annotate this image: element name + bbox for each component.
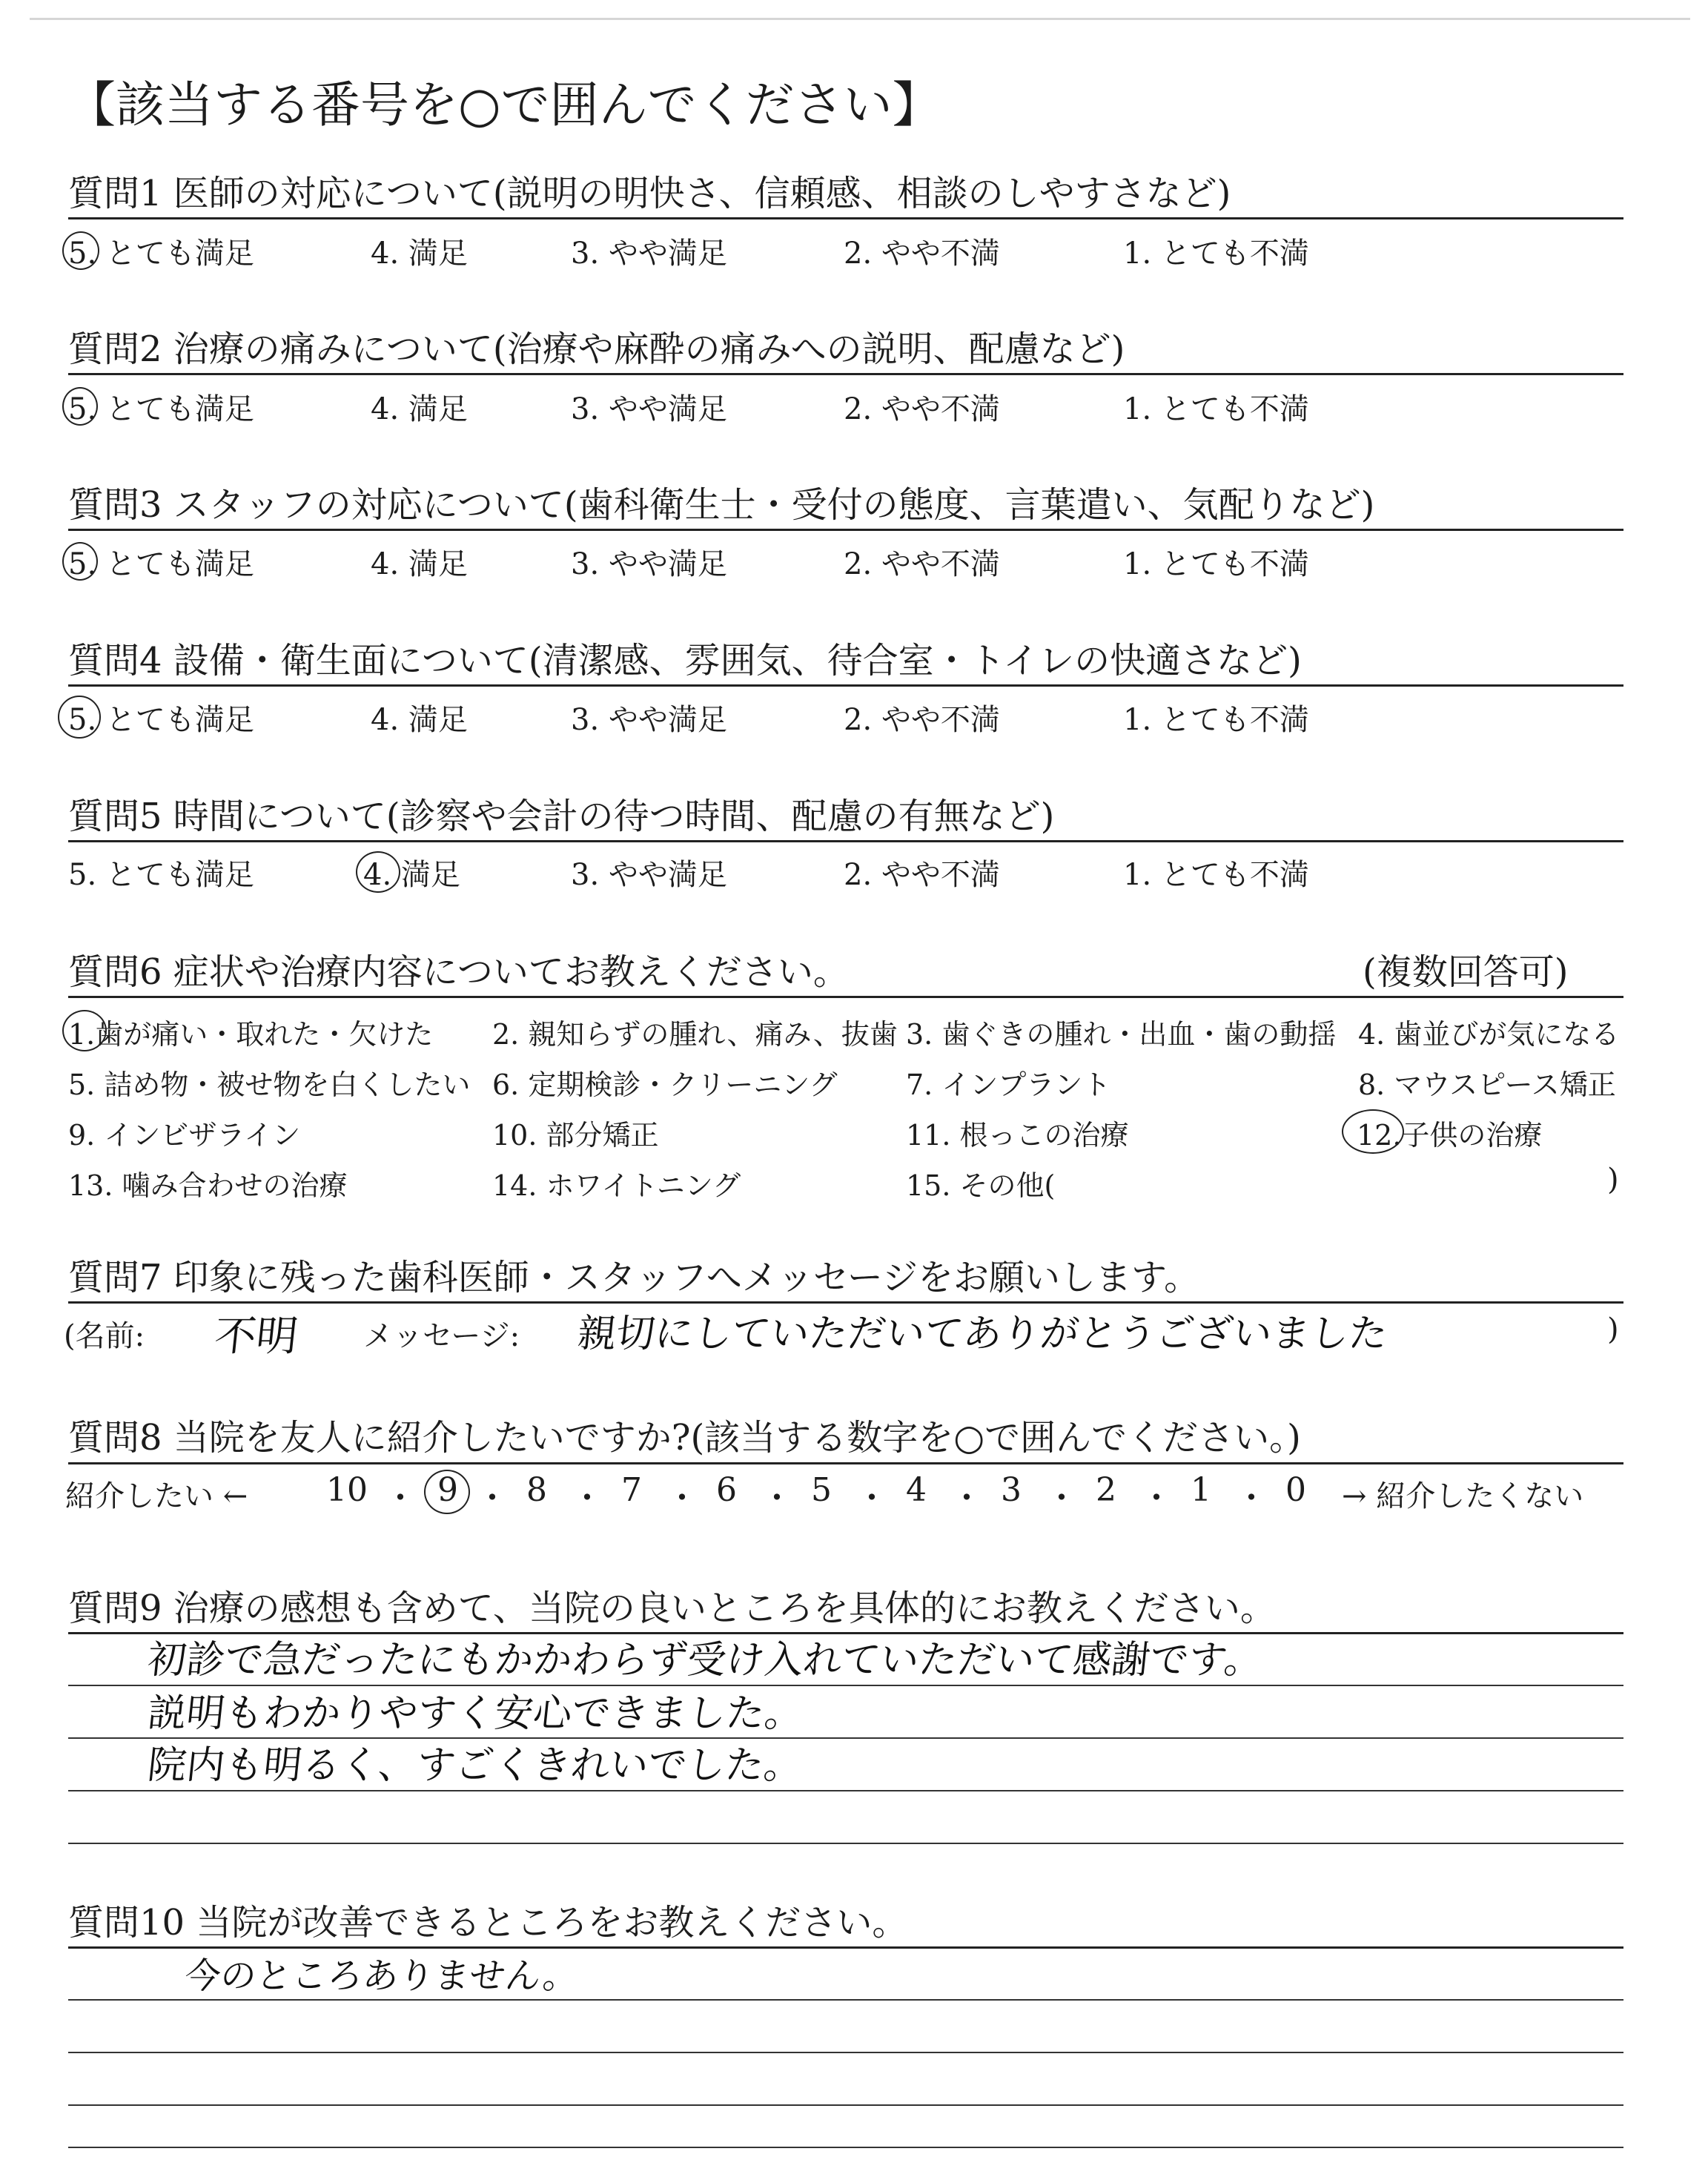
- q8-sep: ・: [571, 1479, 603, 1517]
- q1-selection-circle: [62, 231, 99, 270]
- q7-name-label: (名前:: [64, 1319, 145, 1353]
- q6-option-7[interactable]: 7. インプラント: [906, 1069, 1111, 1101]
- q4-option-2[interactable]: 2. やや不満: [844, 703, 1000, 737]
- q8-scale-10[interactable]: 10: [326, 1471, 368, 1509]
- q2-option-2[interactable]: 2. やや不満: [844, 392, 1000, 426]
- question-9-label: 質問9 治療の感想も含めて、当院の良いところを具体的にお教えください。: [68, 1588, 1276, 1629]
- q6-other-close-paren: ): [1607, 1163, 1619, 1197]
- q2-option-3[interactable]: 3. やや満足: [571, 392, 727, 426]
- q8-scale-6[interactable]: 6: [716, 1471, 737, 1509]
- q8-scale-8[interactable]: 8: [526, 1471, 547, 1509]
- q8-sep: ・: [666, 1479, 698, 1517]
- q4-option-3[interactable]: 3. やや満足: [571, 703, 727, 737]
- q3-option-2[interactable]: 2. やや不満: [844, 547, 1000, 581]
- q10-answer-line: [68, 2147, 1623, 2148]
- question-1-label: 質問1 医師の対応について(説明の明快さ、信頼感、相談のしやすさなど): [68, 173, 1231, 214]
- q3-option-1[interactable]: 1. とても不満: [1123, 547, 1309, 581]
- question-6-rule: [68, 996, 1623, 998]
- q4-option-1[interactable]: 1. とても不満: [1123, 703, 1309, 737]
- q3-option-5[interactable]: 5. とても満足: [68, 547, 254, 581]
- q8-right-label: → 紹介したくない: [1342, 1479, 1584, 1513]
- q8-scale-2[interactable]: 2: [1096, 1471, 1116, 1509]
- q8-scale-4[interactable]: 4: [906, 1471, 927, 1509]
- q8-scale-7[interactable]: 7: [621, 1471, 642, 1509]
- q6-selection-circle-1: [62, 1010, 107, 1051]
- q3-selection-circle: [62, 542, 98, 581]
- q1-option-5[interactable]: 5. とても満足: [68, 237, 254, 271]
- q6-option-14[interactable]: 14. ホワイトニング: [492, 1169, 741, 1202]
- q8-scale-5[interactable]: 5: [811, 1471, 832, 1509]
- question-7-label: 質問7 印象に残った歯科医師・スタッフへメッセージをお願いします。: [68, 1257, 1200, 1298]
- q2-option-5[interactable]: 5. とても満足: [68, 392, 254, 426]
- q5-option-1[interactable]: 1. とても不満: [1123, 858, 1309, 892]
- q7-message-value[interactable]: 親切にしていただいてありがとうございました: [575, 1312, 1390, 1356]
- question-5-label: 質問5 時間について(診察や会計の待つ時間、配慮の有無など): [68, 796, 1055, 837]
- q6-option-9[interactable]: 9. インビザライン: [68, 1119, 301, 1152]
- q6-option-15[interactable]: 15. その他(: [906, 1169, 1056, 1202]
- q6-option-3[interactable]: 3. 歯ぐきの腫れ・出血・歯の動揺: [906, 1018, 1337, 1051]
- q3-option-3[interactable]: 3. やや満足: [571, 547, 727, 581]
- question-4-rule: [68, 684, 1623, 687]
- q6-option-11[interactable]: 11. 根っこの治療: [906, 1119, 1129, 1152]
- q7-name-value[interactable]: 不明: [212, 1312, 300, 1361]
- question-4-label: 質問4 設備・衛生面について(清潔感、雰囲気、待合室・トイレの快適さなど): [68, 640, 1302, 681]
- q4-option-5[interactable]: 5. とても満足: [68, 703, 254, 737]
- q8-scale-9[interactable]: 9: [437, 1471, 458, 1509]
- q8-scale-1[interactable]: 1: [1191, 1471, 1211, 1509]
- q8-selection-circle: [424, 1470, 470, 1514]
- q7-close-paren: ): [1607, 1312, 1619, 1347]
- q1-option-4[interactable]: 4. 満足: [371, 237, 468, 271]
- question-2-label: 質問2 治療の痛みについて(治療や麻酔の痛みへの説明、配慮など): [68, 328, 1125, 370]
- q6-option-4[interactable]: 4. 歯並びが気になる: [1358, 1018, 1620, 1051]
- q8-sep: ・: [1235, 1479, 1268, 1517]
- q10-answer-line: [68, 1999, 1623, 2001]
- q10-answer-line: [68, 2052, 1623, 2053]
- question-1-rule: [68, 217, 1623, 219]
- q10-answer-line: [68, 2104, 1623, 2106]
- question-6-note: (複数回答可): [1363, 951, 1569, 993]
- q6-selection-circle-12: [1342, 1109, 1404, 1154]
- question-2-rule: [68, 373, 1623, 375]
- q1-option-3[interactable]: 3. やや満足: [571, 237, 727, 271]
- q6-option-13[interactable]: 13. 噛み合わせの治療: [68, 1169, 348, 1202]
- q9-answer-line: [68, 1790, 1623, 1791]
- q8-scale-3[interactable]: 3: [1001, 1471, 1022, 1509]
- question-8-rule: [68, 1462, 1623, 1464]
- q4-selection-circle: [58, 696, 101, 739]
- q4-option-4[interactable]: 4. 満足: [371, 703, 468, 737]
- question-10-label: 質問10 当院が改善できるところをお教えください。: [68, 1902, 908, 1943]
- instruction-header: 【該当する番号を○で囲んでください】: [67, 76, 941, 133]
- q5-option-3[interactable]: 3. やや満足: [571, 858, 727, 892]
- q9-answer-line: [68, 1843, 1623, 1844]
- question-5-rule: [68, 840, 1623, 842]
- q8-sep: ・: [476, 1479, 509, 1517]
- q5-option-5[interactable]: 5. とても満足: [68, 858, 254, 892]
- q8-sep: ・: [1045, 1479, 1078, 1517]
- q6-option-10[interactable]: 10. 部分矯正: [492, 1119, 659, 1152]
- q6-option-2[interactable]: 2. 親知らずの腫れ、痛み、抜歯: [492, 1018, 898, 1051]
- q8-left-label: 紹介したい ←: [65, 1479, 248, 1513]
- q6-option-5[interactable]: 5. 詰め物・被せ物を白くしたい: [68, 1069, 471, 1101]
- q9-answer-1[interactable]: 初診で急だったにもかかわらず受け入れていただいて感謝です。: [145, 1638, 1265, 1682]
- q8-scale-0[interactable]: 0: [1285, 1471, 1306, 1509]
- question-6-label: 質問6 症状や治療内容についてお教えください。: [68, 951, 849, 993]
- q5-option-2[interactable]: 2. やや不満: [844, 858, 1000, 892]
- q6-option-8[interactable]: 8. マウスピース矯正: [1358, 1069, 1616, 1101]
- q8-sep: ・: [761, 1479, 793, 1517]
- question-3-rule: [68, 529, 1623, 531]
- q8-sep: ・: [384, 1479, 417, 1517]
- q2-option-4[interactable]: 4. 満足: [371, 392, 468, 426]
- q7-message-label: メッセージ:: [363, 1319, 520, 1353]
- q9-answer-3[interactable]: 院内も明るく、すごくきれいでした。: [145, 1743, 805, 1788]
- q9-answer-2[interactable]: 説明もわかりやすく安心できました。: [145, 1691, 806, 1736]
- q2-option-1[interactable]: 1. とても不満: [1123, 392, 1309, 426]
- q1-option-1[interactable]: 1. とても不満: [1123, 237, 1309, 271]
- q6-option-12[interactable]: 12.子供の治療: [1357, 1119, 1543, 1152]
- q8-sep: ・: [950, 1479, 983, 1517]
- q2-selection-circle: [62, 387, 98, 426]
- q6-option-6[interactable]: 6. 定期検診・クリーニング: [492, 1069, 838, 1101]
- q3-option-4[interactable]: 4. 満足: [371, 547, 468, 581]
- q10-answer-1[interactable]: 今のところありません。: [182, 1955, 581, 1997]
- q6-option-1[interactable]: 1.歯が痛い・取れた・欠けた: [68, 1018, 434, 1051]
- question-3-label: 質問3 スタッフの対応について(歯科衛生士・受付の態度、言葉遣い、気配りなど): [68, 484, 1375, 526]
- top-divider: [30, 18, 1690, 20]
- q5-selection-circle: [356, 851, 400, 893]
- question-8-label: 質問8 当院を友人に紹介したいですか?(該当する数字を○で囲んでください。): [68, 1417, 1301, 1459]
- q8-sep: ・: [1140, 1479, 1173, 1517]
- q1-option-2[interactable]: 2. やや不満: [844, 237, 1000, 271]
- q8-sep: ・: [855, 1479, 888, 1517]
- q5-option-4[interactable]: 4. 満足: [363, 858, 460, 892]
